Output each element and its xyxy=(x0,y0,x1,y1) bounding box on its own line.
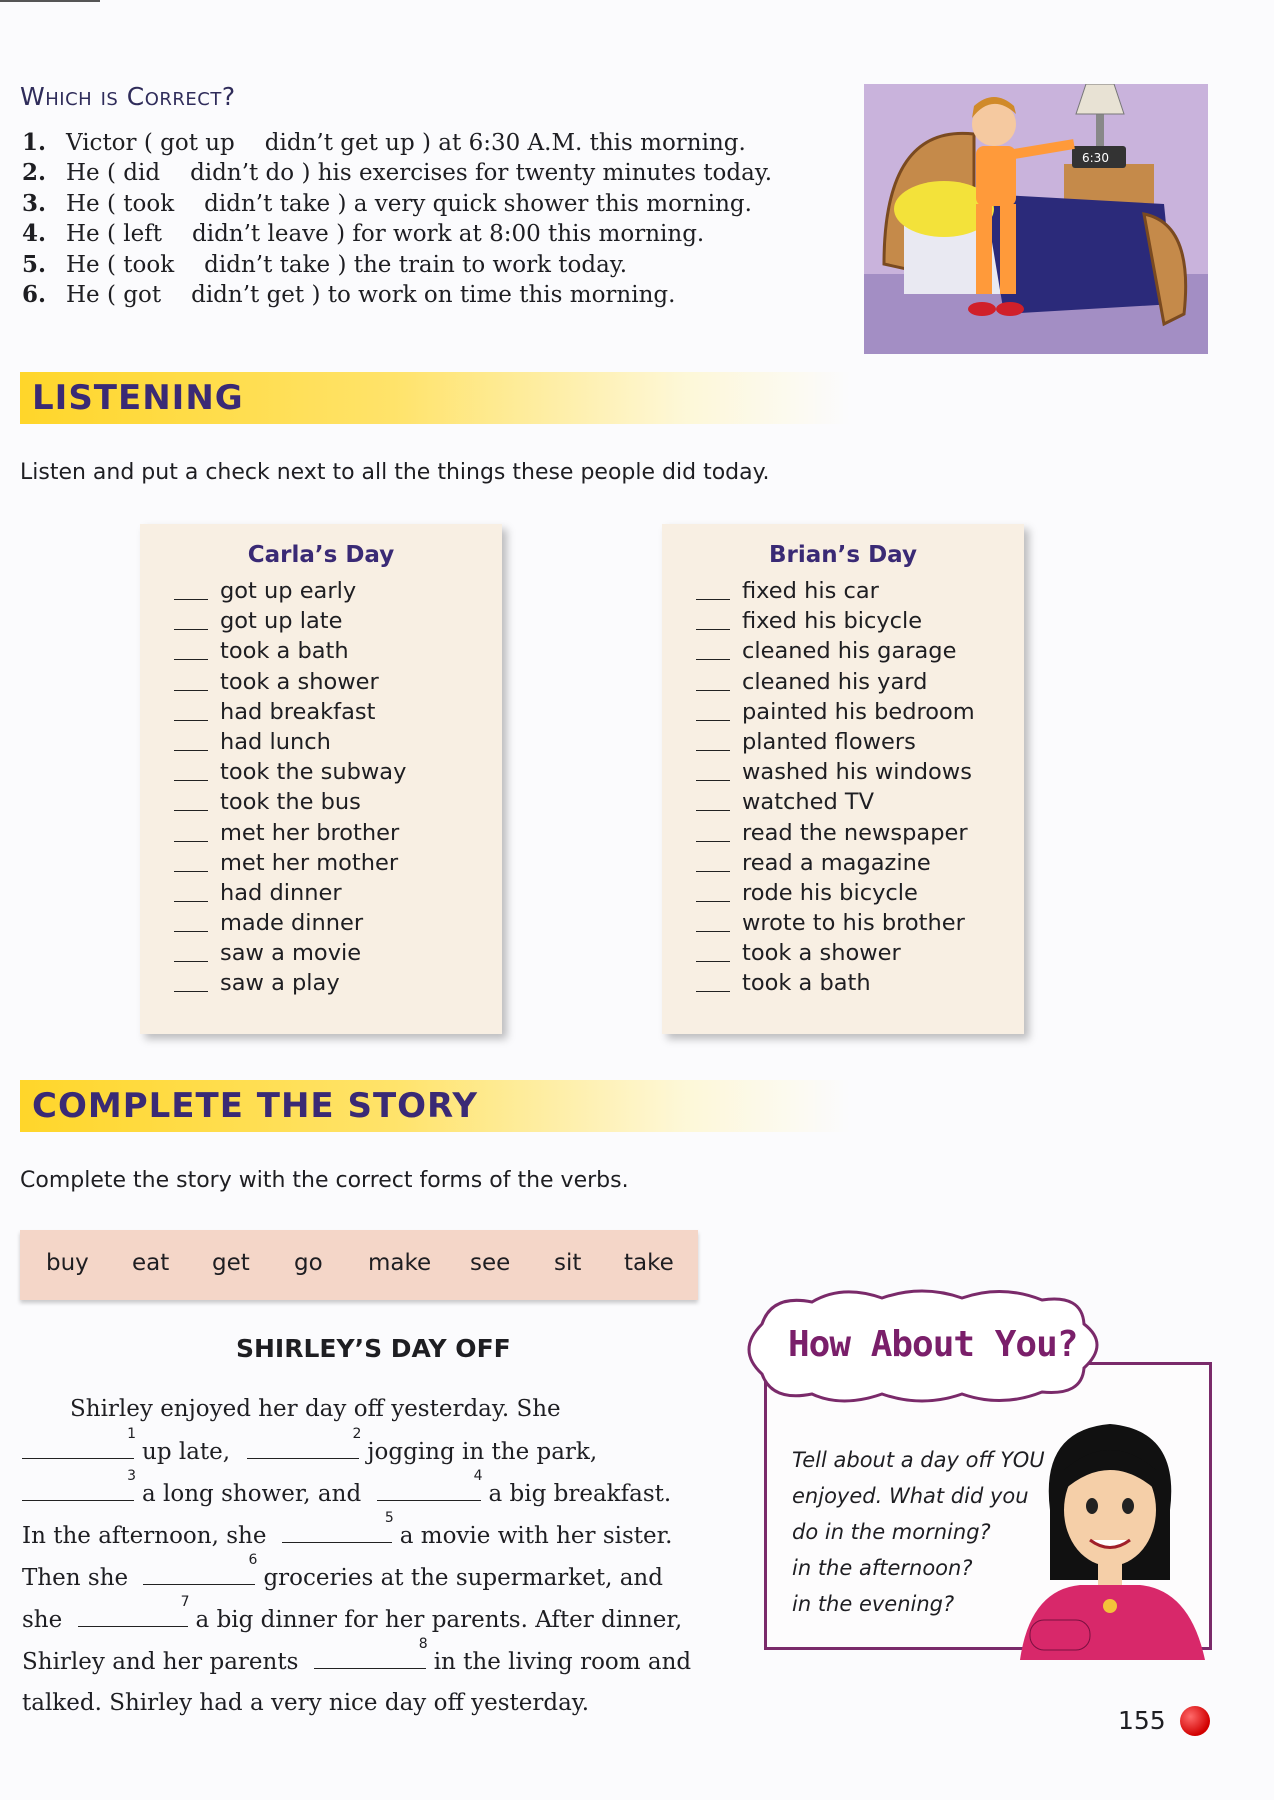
checklist-item-label: got up late xyxy=(220,608,343,635)
checklist-item-label: cleaned his yard xyxy=(742,668,928,695)
bedroom-illustration xyxy=(864,84,1208,354)
check-blank[interactable] xyxy=(174,841,208,842)
story-line xyxy=(22,1594,683,1633)
verb-word: eat xyxy=(132,1250,170,1276)
question-post: ) at 6:30 A.M. this morning. xyxy=(422,130,746,156)
check-blank[interactable] xyxy=(174,659,208,660)
answer-blank[interactable] xyxy=(282,1510,394,1543)
option-1[interactable]: took xyxy=(123,190,175,217)
option-1[interactable]: got up xyxy=(160,130,235,156)
question-number: 6. xyxy=(22,280,47,308)
brian-checklist xyxy=(696,576,975,999)
check-blank[interactable] xyxy=(696,629,730,630)
answer-blank[interactable] xyxy=(143,1552,258,1585)
checklist-item-label: took a bath xyxy=(220,638,349,665)
checklist-item-label: fixed his bicycle xyxy=(742,608,923,635)
story-text: she xyxy=(22,1607,63,1633)
listening-banner-text: LISTENING xyxy=(32,378,244,418)
story-text: in the living room and xyxy=(433,1649,692,1675)
option-2[interactable]: didn’t take xyxy=(204,251,331,278)
checklist-item xyxy=(696,938,975,968)
option-2[interactable]: didn’t leave xyxy=(192,221,329,248)
checklist-item xyxy=(696,878,975,908)
story-text: jogging in the park, xyxy=(367,1439,598,1465)
checklist-item-label: washed his windows xyxy=(742,759,972,786)
brian-card-title: Brian’s Day xyxy=(769,542,917,568)
checklist-item xyxy=(696,908,975,938)
check-blank[interactable] xyxy=(696,901,730,902)
blank-number: 8 xyxy=(418,1636,428,1652)
blank-number: 3 xyxy=(127,1468,136,1484)
question-post: ) for work at 8:00 this morning. xyxy=(336,221,705,248)
checklist-item xyxy=(174,636,406,666)
checklist-item xyxy=(696,576,975,606)
blank-number: 1 xyxy=(127,1426,136,1442)
question-number: 1. xyxy=(22,129,47,156)
story-line xyxy=(22,1636,692,1675)
checklist-item-label: read a magazine xyxy=(742,849,931,876)
checklist-item xyxy=(174,667,406,697)
checklist-item xyxy=(696,636,975,666)
checklist-item-label: met her mother xyxy=(220,849,399,876)
check-blank[interactable] xyxy=(696,780,730,781)
check-blank[interactable] xyxy=(174,780,208,781)
checklist-item-label: fixed his car xyxy=(742,578,879,604)
question-pre: He ( xyxy=(66,251,116,278)
story-text: a big dinner for her parents. After dinner, xyxy=(195,1607,683,1633)
answer-blank[interactable] xyxy=(247,1426,362,1459)
check-blank[interactable] xyxy=(696,810,730,811)
checklist-item xyxy=(696,697,975,727)
question-post: ) to work on time this morning. xyxy=(311,281,676,308)
option-1[interactable]: did xyxy=(123,160,161,187)
verb-word: see xyxy=(470,1250,511,1276)
checklist-item xyxy=(696,606,975,636)
check-blank[interactable] xyxy=(696,931,730,932)
option-2[interactable]: didn’t take xyxy=(204,190,331,217)
story-text: Then she xyxy=(22,1565,129,1591)
question-pre: He ( xyxy=(66,281,116,308)
checklist-item xyxy=(174,938,406,968)
checklist-item xyxy=(174,818,406,848)
checklist-item xyxy=(696,818,975,848)
question-number: 5. xyxy=(22,250,47,278)
checklist-item xyxy=(696,667,975,697)
question-post: ) a very quick shower this morning. xyxy=(337,190,752,217)
checklist-item-label: took a shower xyxy=(742,940,901,967)
checklist-item-label: met her brother xyxy=(220,819,400,846)
checklist-item-label: planted flowers xyxy=(742,728,916,755)
verb-word: buy xyxy=(46,1250,89,1276)
check-blank[interactable] xyxy=(174,931,208,932)
prompt-line: enjoyed. What did you xyxy=(792,1484,1029,1508)
verb-word: go xyxy=(294,1250,323,1276)
check-blank[interactable] xyxy=(174,810,208,811)
page-number: 155 xyxy=(1118,1706,1166,1735)
check-blank[interactable] xyxy=(696,871,730,872)
top-rule xyxy=(0,0,100,2)
story-line xyxy=(22,1468,672,1507)
story-line xyxy=(22,1552,663,1591)
check-blank[interactable] xyxy=(696,659,730,660)
verb-word-box xyxy=(20,1230,698,1300)
which-correct-title: Which is Correct? xyxy=(20,82,236,111)
checklist-item-label: took a shower xyxy=(220,668,379,695)
question-pre: He ( xyxy=(66,221,116,248)
blank-number: 5 xyxy=(384,1510,394,1526)
checklist-item xyxy=(696,757,975,787)
check-blank[interactable] xyxy=(174,901,208,902)
story-text: up late, xyxy=(142,1439,231,1465)
check-blank[interactable] xyxy=(174,599,208,600)
verb-word: take xyxy=(624,1250,674,1276)
carla-day-card xyxy=(140,524,502,1034)
question-number: 4. xyxy=(22,220,47,248)
story-text: In the afternoon, she xyxy=(22,1523,267,1549)
question-item xyxy=(22,128,772,158)
answer-blank[interactable] xyxy=(78,1594,190,1627)
prompt-line: in the evening? xyxy=(792,1592,955,1616)
prompt-line: in the afternoon? xyxy=(792,1556,973,1580)
option-2[interactable]: didn’t get xyxy=(191,281,305,308)
story-line xyxy=(22,1510,673,1549)
checklist-item xyxy=(174,606,406,636)
story-text: a movie with her sister. xyxy=(399,1523,673,1549)
check-blank[interactable] xyxy=(696,991,730,992)
story-text: a long shower, and xyxy=(142,1481,362,1507)
how-about-you-title: How About You? xyxy=(788,1324,1078,1365)
story-line: Shirley enjoyed her day off yesterday. She xyxy=(70,1396,561,1422)
checklist-item-label: had breakfast xyxy=(220,698,376,725)
checklist-item xyxy=(174,878,406,908)
checklist-item xyxy=(696,787,975,817)
complete-story-banner-text: COMPLETE THE STORY xyxy=(32,1086,478,1126)
checklist-item-label: read the newspaper xyxy=(742,819,968,846)
answer-blank[interactable] xyxy=(22,1426,136,1459)
check-blank[interactable] xyxy=(174,690,208,691)
story-text: groceries at the supermarket, and xyxy=(263,1565,663,1591)
check-blank[interactable] xyxy=(174,961,208,962)
listening-banner xyxy=(20,372,850,424)
brian-day-card xyxy=(662,524,1024,1034)
check-blank[interactable] xyxy=(696,599,730,600)
checklist-item-label: made dinner xyxy=(220,910,364,937)
listening-instruction: Listen and put a check next to all the things these people did today. xyxy=(20,460,770,485)
girl-illustration xyxy=(1010,1410,1210,1660)
verb-word: get xyxy=(212,1250,250,1276)
question-item xyxy=(22,158,772,188)
story-instruction: Complete the story with the correct forms of the verbs. xyxy=(20,1168,629,1193)
question-post: ) his exercises for twenty minutes today. xyxy=(301,160,773,187)
check-blank[interactable] xyxy=(174,991,208,992)
checklist-item-label: had lunch xyxy=(220,728,331,755)
checklist-item-label: watched TV xyxy=(742,789,875,816)
prompt-line: do in the morning? xyxy=(792,1520,991,1544)
checklist-item xyxy=(696,727,975,757)
option-2[interactable]: didn’t do xyxy=(190,160,295,187)
page-marker-dot xyxy=(1180,1706,1210,1736)
question-number: 2. xyxy=(22,159,47,187)
verb-word: sit xyxy=(554,1250,582,1276)
checklist-item xyxy=(174,787,406,817)
checklist-item-label: cleaned his garage xyxy=(742,638,957,665)
check-blank[interactable] xyxy=(696,690,730,691)
question-pre: He ( xyxy=(66,190,116,217)
checklist-item-label: saw a play xyxy=(220,970,340,997)
carla-card-title: Carla’s Day xyxy=(247,542,395,568)
checklist-item xyxy=(174,968,406,998)
checklist-item-label: got up early xyxy=(220,578,357,604)
checklist-item-label: rode his bicycle xyxy=(742,879,918,906)
answer-blank[interactable] xyxy=(377,1468,483,1501)
option-1[interactable]: got xyxy=(123,281,162,308)
blank-number: 6 xyxy=(248,1552,258,1568)
blank-number: 7 xyxy=(180,1594,190,1610)
checklist-item xyxy=(696,848,975,878)
check-blank[interactable] xyxy=(174,629,208,630)
checklist-item xyxy=(174,848,406,878)
blank-number: 2 xyxy=(352,1426,362,1442)
answer-blank[interactable] xyxy=(314,1636,428,1669)
check-blank[interactable] xyxy=(696,750,730,751)
option-2[interactable]: didn’t get up xyxy=(264,130,415,156)
question-pre: He ( xyxy=(66,160,116,187)
which-correct-list xyxy=(22,128,772,310)
check-blank[interactable] xyxy=(696,720,730,721)
complete-story-banner xyxy=(20,1080,850,1132)
option-1[interactable]: left xyxy=(123,221,162,248)
checklist-item xyxy=(174,757,406,787)
story-line: talked. Shirley had a very nice day off yesterday. xyxy=(22,1690,590,1716)
question-post: ) the train to work today. xyxy=(337,251,628,278)
checklist-item xyxy=(174,908,406,938)
check-blank[interactable] xyxy=(174,871,208,872)
story-line xyxy=(22,1426,598,1465)
question-pre: Victor ( xyxy=(66,130,153,156)
blank-number: 4 xyxy=(473,1468,483,1484)
question-item xyxy=(22,280,772,310)
checklist-item xyxy=(174,576,406,606)
story-title: SHIRLEY’S DAY OFF xyxy=(236,1334,511,1363)
check-blank[interactable] xyxy=(174,720,208,721)
prompt-line: Tell about a day off YOU xyxy=(792,1448,1045,1472)
story-text: Shirley and her parents xyxy=(22,1649,299,1675)
checklist-item-label: took a bath xyxy=(742,970,871,997)
checklist-item xyxy=(174,727,406,757)
clock-readout: 6:30 xyxy=(1082,151,1109,165)
carla-checklist xyxy=(174,576,406,999)
question-item xyxy=(22,189,772,219)
question-item xyxy=(22,250,772,280)
check-blank[interactable] xyxy=(696,841,730,842)
option-1[interactable]: took xyxy=(123,251,175,278)
checklist-item-label: wrote to his brother xyxy=(742,910,965,937)
answer-blank[interactable] xyxy=(22,1468,136,1501)
checklist-item-label: saw a movie xyxy=(220,940,362,967)
checklist-item xyxy=(696,968,975,998)
checklist-item-label: took the subway xyxy=(220,759,407,786)
checklist-item-label: had dinner xyxy=(220,879,342,906)
question-number: 3. xyxy=(22,189,47,217)
checklist-item-label: painted his bedroom xyxy=(742,698,975,725)
checklist-item xyxy=(174,697,406,727)
story-text: a big breakfast. xyxy=(488,1481,672,1507)
verb-word: make xyxy=(368,1250,432,1276)
check-blank[interactable] xyxy=(174,750,208,751)
check-blank[interactable] xyxy=(696,961,730,962)
question-item xyxy=(22,219,772,249)
checklist-item-label: took the bus xyxy=(220,789,361,816)
